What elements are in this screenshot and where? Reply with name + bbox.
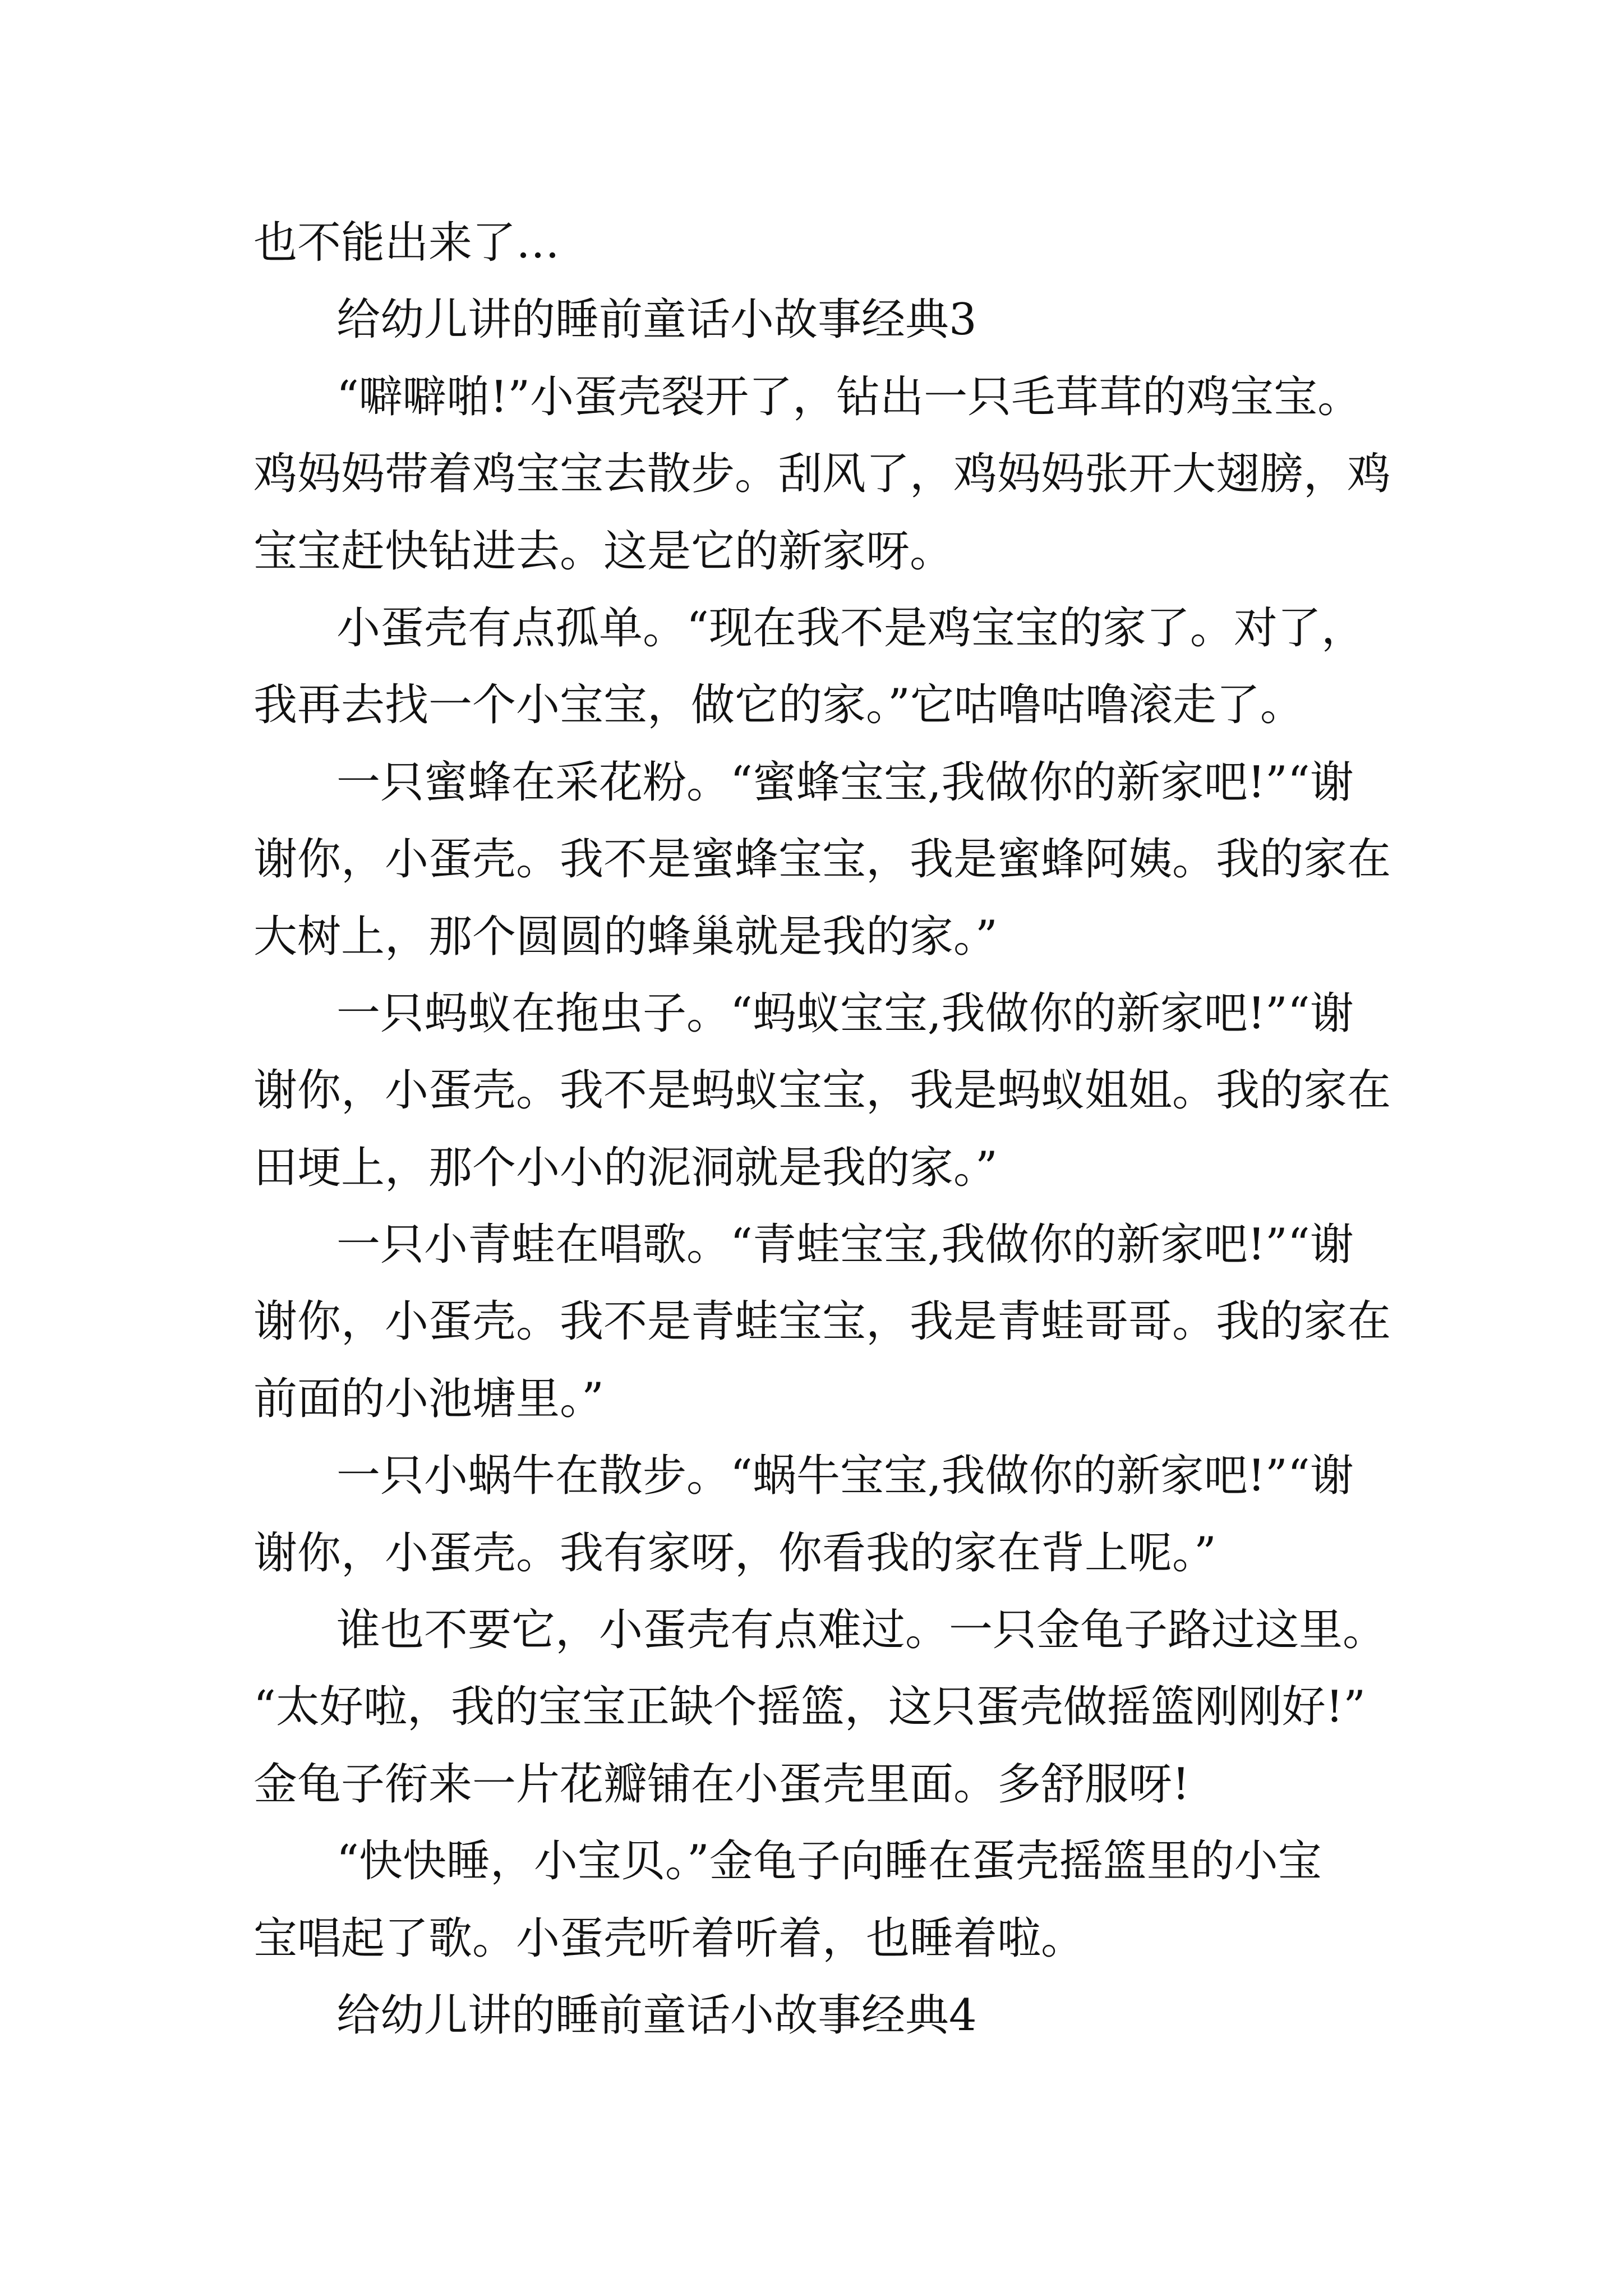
text-line: 宝宝赶快钻进去。这是它的新家呀。 — [253, 526, 954, 577]
text-line: 谢你，小蛋壳。我不是蚂蚁宝宝，我是蚂蚁姐姐。我的家在 — [253, 1065, 1391, 1116]
text-line: 鸡妈妈带着鸡宝宝去散步。刮风了，鸡妈妈张开大翅膀，鸡 — [253, 449, 1391, 500]
paragraph — [253, 1438, 1459, 1592]
text-line: 谢你，小蛋壳。我有家呀，你看我的家在背上呢。” — [253, 1527, 1216, 1579]
text-line: 一只小青蛙在唱歌。“青蛙宝宝,我做你的新家吧!”“谢 — [336, 1220, 1354, 1271]
text-line: 我再去找一个小宝宝，做它的家。”它咕噜咕噜滚走了。 — [253, 680, 1304, 731]
story-title — [253, 1977, 1459, 2054]
paragraph-continuation — [253, 205, 1459, 282]
text-line: “快快睡，小宝贝。”金龟子向睡在蛋壳摇篮里的小宝 — [336, 1836, 1322, 1887]
document-body — [253, 205, 1459, 2054]
text-line: 田埂上，那个小小的泥洞就是我的家。” — [253, 1142, 998, 1193]
text-line: 金龟子衔来一片花瓣铺在小蛋壳里面。多舒服呀! — [253, 1759, 1190, 1810]
text-line: 谢你，小蛋壳。我不是青蛙宝宝，我是青蛙哥哥。我的家在 — [253, 1296, 1391, 1347]
story-title-text: 给幼儿讲的睡前童话小故事经典4 — [336, 1990, 977, 2041]
text-line: 宝唱起了歌。小蛋壳听着听着，也睡着啦。 — [253, 1913, 1085, 1964]
text-line: “噼噼啪!”小蛋壳裂开了，钻出一只毛茸茸的鸡宝宝。 — [336, 371, 1362, 422]
text-line: 前面的小池塘里。” — [253, 1373, 604, 1424]
story-title — [253, 282, 1459, 358]
text-line: 一只蜜蜂在采花粉。“蜜蜂宝宝,我做你的新家吧!”“谢 — [336, 757, 1354, 808]
paragraph — [253, 1823, 1459, 1977]
text-line: 小蛋壳有点孤单。“现在我不是鸡宝宝的家了。对了， — [336, 602, 1365, 654]
paragraph — [253, 976, 1459, 1207]
paragraph — [253, 1207, 1459, 1438]
text-line: 也不能出来了… — [253, 218, 560, 268]
text-line: 一只蚂蚁在拖虫子。“蚂蚁宝宝,我做你的新家吧!”“谢 — [336, 988, 1354, 1039]
text-line: 大树上，那个圆圆的蜂巢就是我的家。” — [253, 911, 998, 962]
text-line: “太好啦，我的宝宝正缺个摇篮，这只蛋壳做摇篮刚刚好!” — [253, 1682, 1366, 1733]
paragraph — [253, 590, 1459, 744]
text-line: 一只小蜗牛在散步。“蜗牛宝宝,我做你的新家吧!”“谢 — [336, 1451, 1354, 1502]
paragraph — [253, 359, 1459, 590]
paragraph — [253, 744, 1459, 976]
text-line: 谢你，小蛋壳。我不是蜜蜂宝宝，我是蜜蜂阿姨。我的家在 — [253, 834, 1391, 885]
text-line: 谁也不要它，小蛋壳有点难过。一只金龟子路过这里。 — [336, 1605, 1387, 1656]
story-title-text: 给幼儿讲的睡前童话小故事经典3 — [336, 295, 977, 346]
paragraph — [253, 1592, 1459, 1823]
